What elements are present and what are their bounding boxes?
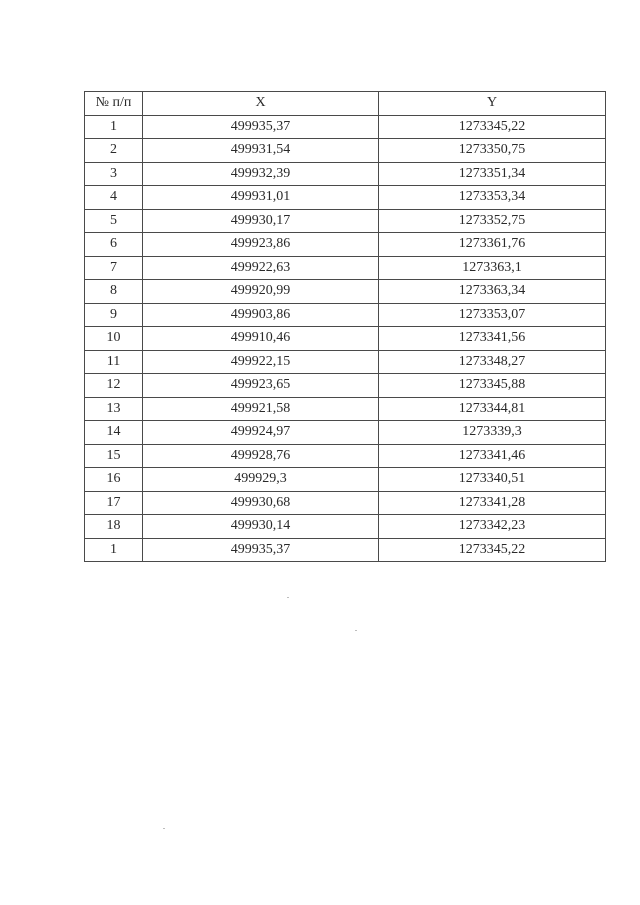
cell-x: 499928,76 xyxy=(143,444,379,468)
cell-point-number: 12 xyxy=(85,374,143,398)
table-row xyxy=(85,162,606,186)
cell-x: 499921,58 xyxy=(143,397,379,421)
cell-y: 1273344,81 xyxy=(379,397,606,421)
table-row xyxy=(85,303,606,327)
cell-y: 1273348,27 xyxy=(379,350,606,374)
cell-x: 499922,15 xyxy=(143,350,379,374)
cell-y: 1273353,34 xyxy=(379,186,606,210)
cell-point-number: 8 xyxy=(85,280,143,304)
cell-point-number: 18 xyxy=(85,515,143,539)
scan-speck xyxy=(355,630,357,631)
cell-y: 1273352,75 xyxy=(379,209,606,233)
table-row xyxy=(85,139,606,163)
cell-point-number: 7 xyxy=(85,256,143,280)
table-row xyxy=(85,209,606,233)
table-row xyxy=(85,280,606,304)
table-row xyxy=(85,233,606,257)
cell-y: 1273363,34 xyxy=(379,280,606,304)
cell-y: 1273340,51 xyxy=(379,468,606,492)
table-header xyxy=(85,92,606,116)
cell-point-number: 13 xyxy=(85,397,143,421)
table-row xyxy=(85,397,606,421)
cell-point-number: 14 xyxy=(85,421,143,445)
scan-speck xyxy=(287,597,289,598)
cell-y: 1273351,34 xyxy=(379,162,606,186)
cell-point-number: 15 xyxy=(85,444,143,468)
cell-point-number: 6 xyxy=(85,233,143,257)
cell-x: 499920,99 xyxy=(143,280,379,304)
cell-y: 1273341,56 xyxy=(379,327,606,351)
cell-point-number: 9 xyxy=(85,303,143,327)
table-row xyxy=(85,374,606,398)
table-row xyxy=(85,350,606,374)
cell-x: 499929,3 xyxy=(143,468,379,492)
cell-x: 499922,63 xyxy=(143,256,379,280)
cell-x: 499932,39 xyxy=(143,162,379,186)
cell-x: 499923,65 xyxy=(143,374,379,398)
table-row xyxy=(85,538,606,562)
cell-y: 1273345,22 xyxy=(379,115,606,139)
table-row xyxy=(85,115,606,139)
cell-point-number: 11 xyxy=(85,350,143,374)
cell-point-number: 10 xyxy=(85,327,143,351)
cell-y: 1273353,07 xyxy=(379,303,606,327)
table-body xyxy=(85,115,606,562)
cell-x: 499931,01 xyxy=(143,186,379,210)
cell-x: 499935,37 xyxy=(143,115,379,139)
cell-point-number: 1 xyxy=(85,115,143,139)
header-x: X xyxy=(143,92,379,116)
header-row xyxy=(85,92,606,116)
cell-x: 499930,14 xyxy=(143,515,379,539)
scan-speck xyxy=(163,828,165,829)
table-row xyxy=(85,256,606,280)
table-row xyxy=(85,515,606,539)
table-row xyxy=(85,421,606,445)
header-y: Y xyxy=(379,92,606,116)
cell-point-number: 4 xyxy=(85,186,143,210)
table-row xyxy=(85,468,606,492)
header-point-number: № п/п xyxy=(85,92,143,116)
cell-x: 499930,68 xyxy=(143,491,379,515)
cell-x: 499924,97 xyxy=(143,421,379,445)
cell-y: 1273339,3 xyxy=(379,421,606,445)
cell-x: 499910,46 xyxy=(143,327,379,351)
cell-y: 1273361,76 xyxy=(379,233,606,257)
table-row xyxy=(85,491,606,515)
cell-point-number: 3 xyxy=(85,162,143,186)
cell-x: 499923,86 xyxy=(143,233,379,257)
cell-point-number: 5 xyxy=(85,209,143,233)
table-row xyxy=(85,444,606,468)
cell-x: 499903,86 xyxy=(143,303,379,327)
coordinates-table xyxy=(84,91,606,562)
table-row xyxy=(85,327,606,351)
cell-point-number: 16 xyxy=(85,468,143,492)
cell-y: 1273342,23 xyxy=(379,515,606,539)
cell-point-number: 1 xyxy=(85,538,143,562)
cell-point-number: 17 xyxy=(85,491,143,515)
cell-y: 1273345,22 xyxy=(379,538,606,562)
cell-y: 1273363,1 xyxy=(379,256,606,280)
cell-x: 499931,54 xyxy=(143,139,379,163)
cell-x: 499930,17 xyxy=(143,209,379,233)
cell-x: 499935,37 xyxy=(143,538,379,562)
cell-y: 1273350,75 xyxy=(379,139,606,163)
cell-y: 1273341,28 xyxy=(379,491,606,515)
cell-y: 1273345,88 xyxy=(379,374,606,398)
table-row xyxy=(85,186,606,210)
cell-y: 1273341,46 xyxy=(379,444,606,468)
cell-point-number: 2 xyxy=(85,139,143,163)
